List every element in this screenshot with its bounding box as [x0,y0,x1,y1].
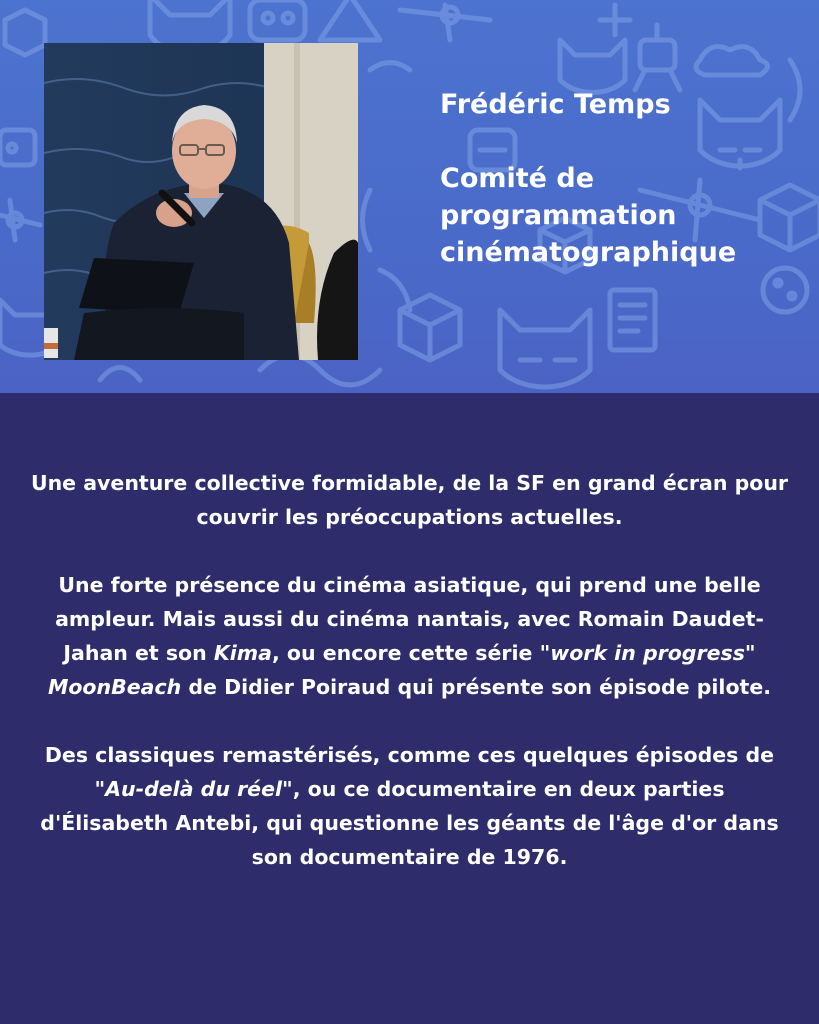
series-title-moonbeach: MoonBeach [47,675,182,699]
paragraph-1: Une aventure collective formidable, de la SF en grand écran pour couvrir les préoccupations actuelles. [30,471,789,529]
paragraph-2-text: de Didier Poiraud qui présente son épisode pilote. [181,675,772,699]
paragraph-3 [30,738,789,874]
paragraph-2-text: Une forte présence du cinéma asiatique, qui prend une belle ampleur. Mais aussi du cinéma nantais, avec Romain Daudet-Jahan et son [55,573,764,665]
header-banner [0,0,819,393]
paragraph-3-text: Des classiques remastérisés, comme ces quelques épisodes de " [44,743,775,801]
paragraph-3-text: ", ou ce documentaire en deux parties d'Élisabeth Antebi, qui questionne les géants de l'âge d'or dans son documentaire de 1976. [40,777,779,869]
paragraph-2 [30,568,789,704]
speaker-info [440,86,800,271]
testimonial-text [30,466,789,874]
film-title-kima: Kima [213,641,272,665]
series-title-au-dela-du-reel: Au-delà du réel [105,777,283,801]
speaker-role: Comité de programmation cinématographique [440,163,737,268]
work-in-progress-label: work in progress [550,641,745,665]
portrait-photo-icon [44,43,358,360]
speaker-photo [44,43,358,360]
paragraph-2-text: , ou encore cette série " [271,641,551,665]
paragraph-2-text: " [744,641,756,665]
speaker-name: Frédéric Temps [440,89,671,120]
